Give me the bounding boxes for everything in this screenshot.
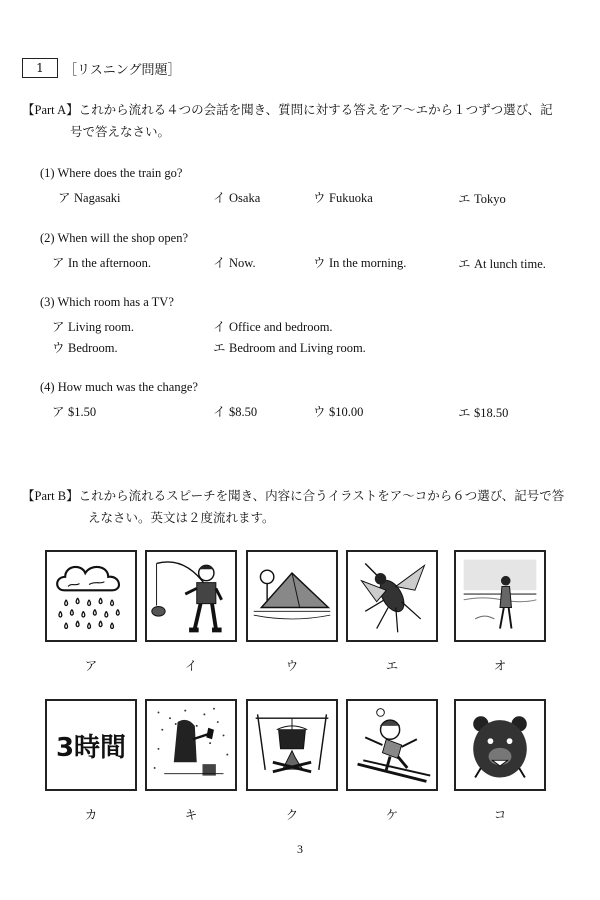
- q3-option-i: イ Office and bedroom.: [213, 320, 333, 334]
- part-a-instruction: [22, 99, 553, 121]
- illustration-label-ka: カ: [84, 807, 98, 822]
- three-hours-text: 3時間: [55, 732, 127, 763]
- section-title: ［リスニング問題］: [64, 63, 181, 78]
- illustration-label-i: イ: [184, 658, 198, 673]
- q2-option-i: イ Now.: [213, 256, 256, 270]
- illustration-label-u: ウ: [285, 658, 299, 673]
- illustration-label-a: ア: [84, 658, 98, 673]
- page-number: 3: [297, 842, 303, 856]
- illustration-label-e: エ: [385, 658, 399, 673]
- section-number-box: [22, 58, 58, 78]
- q4-option-u: ウ $10.00: [313, 405, 364, 419]
- part-a-label: 【Part A】: [22, 103, 79, 117]
- q4-option-i: イ $8.50: [213, 405, 258, 419]
- q1-option-a: ア Nagasaki: [58, 191, 121, 205]
- q2-option-a: ア In the afternoon.: [52, 256, 151, 270]
- q3-option-a: ア Living room.: [52, 320, 134, 334]
- q1-option-u: ウ Fukuoka: [313, 191, 373, 205]
- illustration-label-o: オ: [493, 658, 507, 673]
- rain-cloud-icon: [45, 550, 137, 642]
- campfire-pot-icon: [246, 699, 338, 791]
- q3-option-u: ウ Bedroom.: [52, 341, 118, 355]
- q1-option-e: エ Tokyo: [458, 192, 506, 206]
- q4-option-e: エ $18.50: [458, 406, 509, 420]
- question-1: (1) Where does the train go?: [40, 166, 183, 180]
- part-b-label: 【Part B】: [22, 489, 79, 503]
- q4-option-a: ア $1.50: [52, 405, 97, 419]
- mosquito-icon: [346, 550, 438, 642]
- q2-option-u: ウ In the morning.: [313, 256, 407, 270]
- illustration-label-ko: コ: [493, 807, 507, 822]
- section-number: 1: [36, 61, 44, 75]
- three-hours-text-box: [45, 699, 137, 791]
- part-b-instruction: [22, 485, 564, 507]
- woman-on-beach-icon: [454, 550, 546, 642]
- question-3: (3) Which room has a TV?: [40, 295, 174, 309]
- part-a-instruction-line2: 号で答えなさい。: [70, 124, 171, 139]
- illustration-label-ki: キ: [184, 807, 198, 822]
- skier-icon: [346, 699, 438, 791]
- part-a-instruction-line1: これから流れる４つの会話を聞き、質問に対する答えをア～エから１つずつ選び、記: [78, 102, 553, 117]
- part-b-instruction-line1: これから流れるスピーチを聞き、内容に合うイラストをア～コから６つ選び、記号で答: [78, 488, 565, 503]
- chopping-wood-snow-icon: [145, 699, 237, 791]
- illustration-label-ku: ク: [285, 807, 299, 822]
- part-b-instruction-line2: えなさい。英文は２度流れます。: [88, 510, 275, 525]
- fishing-boy-icon: [145, 550, 237, 642]
- illustration-label-ke: ケ: [385, 807, 399, 822]
- q3-option-e: エ Bedroom and Living room.: [213, 341, 366, 355]
- bear-icon: [454, 699, 546, 791]
- tent-icon: [246, 550, 338, 642]
- question-2: (2) When will the shop open?: [40, 231, 188, 245]
- q2-option-e: エ At lunch time.: [458, 257, 546, 271]
- question-4: (4) How much was the change?: [40, 380, 198, 394]
- q1-option-i: イ Osaka: [213, 191, 261, 205]
